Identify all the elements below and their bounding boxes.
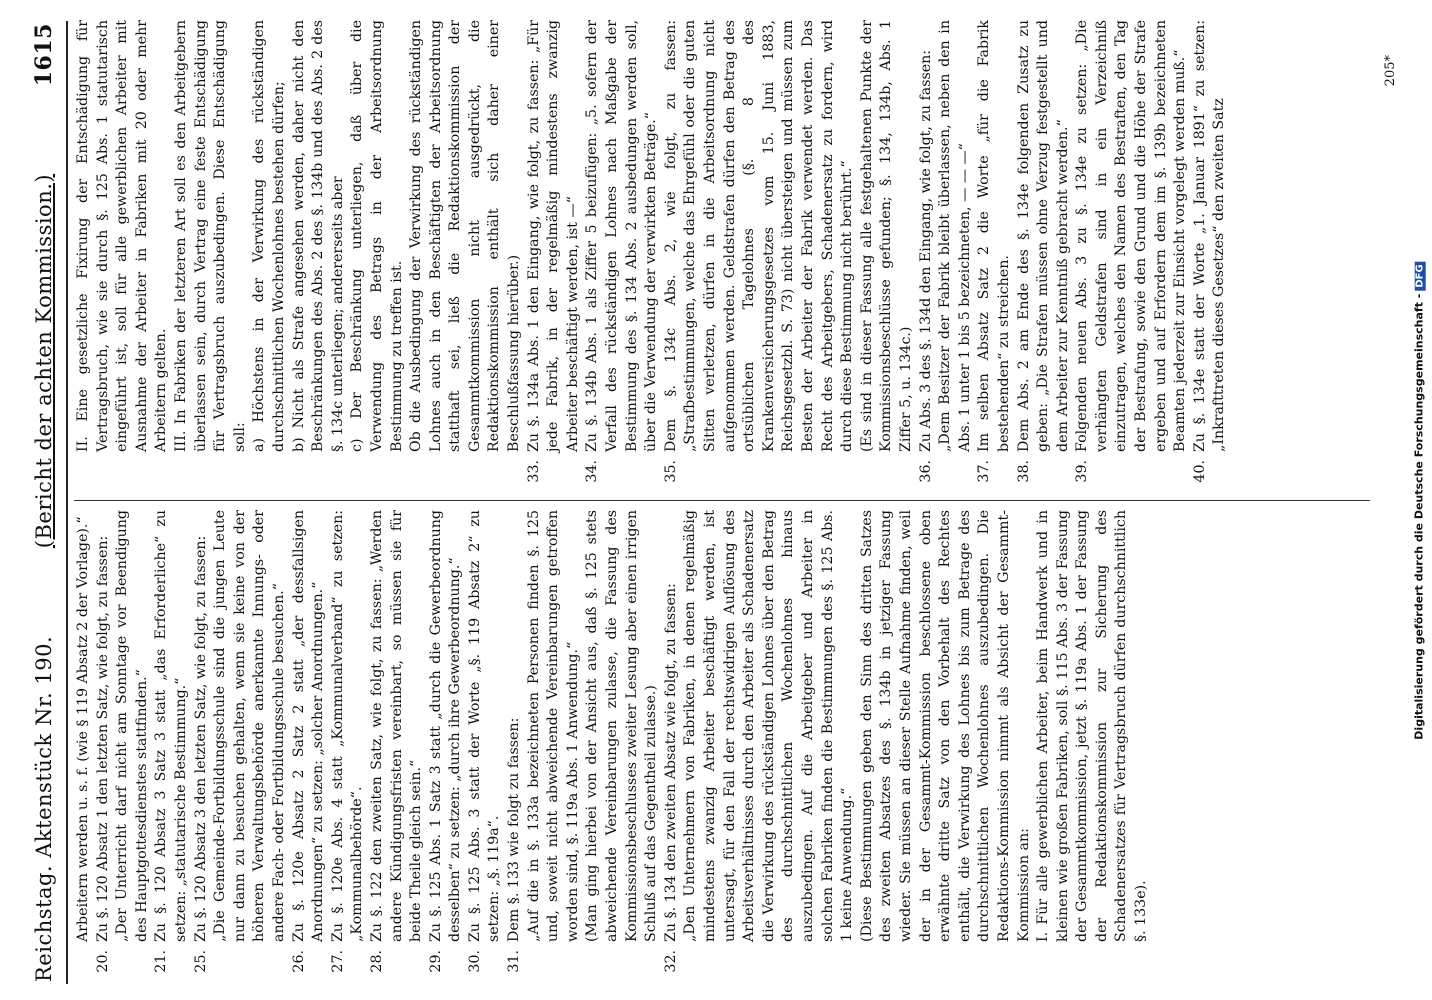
right-paragraph <box>858 20 917 490</box>
paragraph-text: Folgenden neuen Abs. 3 zu §. 134e zu setzen: „Die verhängten Geldstrafen sind in ein Verzeichniß einzutragen, welches den Namen des Bestraften, den Tag der Bestrafung, sowie den Grund und die Höhe der Strafe ergeben und auf Erfordern dem im §. 139b bezeichneten Beamten jederzeit zur Einsicht vorgelegt werden muß.“ <box>1074 20 1189 452</box>
right-paragraph <box>583 20 661 490</box>
paragraph-text: Zu §. 120 Absatz 3 Satz 3 statt „das Erforderliche“ zu setzen: „statutarische Bestimmung.“ <box>153 510 189 942</box>
paragraph-number: 21. <box>153 950 170 973</box>
paragraph-text: Zu §. 125 Abs. 1 Satz 3 statt „durch die Gewerbeordnung desselben“ zu setzen: „durch ihre Gewerbeordnung.“ <box>427 510 464 942</box>
paragraph-number: 38. <box>1015 460 1032 483</box>
paragraph-text: (Diese Bestimmungen geben den Sinn des dritten Satzes des zweiten Absatzes des §. 134b in jetziger Fassung wieder. Sie müssen an dieser Stelle Aufnahme finden, weil der in der Gesammt-Kommission beschlossene oben erwähnte dritte Satz von den Vorbehalt des Rechtes enthält, die Verwirkung des Lohnes bis zum Betrage des durchschnittlichen Wochenlohnes auszubedingen. Die Redaktions-Kommission nimmt als Absicht der Gesammt-Kommission an: <box>858 510 1032 942</box>
paragraph-text: Zu §. 134 den zweiten Absatz wie folgt, zu fassen: <box>662 583 679 942</box>
paragraph-text: Arbeitern werden u. s. f. (wie § 119 Absatz 2 der Vorlage).“ <box>75 516 91 942</box>
paragraph-text: „Die Gemeinde-Fortbildungsschule sind die jungen Leute nur dann zu besuchen gehalten, wenn sie keine von der höheren Verwaltungsbehörde anerkannte Innungs- oder andere Fach- oder Fortbildungsschule besuchen.“ <box>212 510 287 942</box>
left-paragraph <box>152 510 191 980</box>
paragraph-text: II. Eine gesetzliche Fixirung der Entschädigung für Vertragsbruch, wie sie durch §. 125 Abs. 1 statutarisch eingeführt ist, soll für alle gewerblichen Arbeiter mit Ausnahme der Arbeiter in Fabriken mit 20 oder mehr Arbeitern gelten. <box>75 20 170 452</box>
left-paragraph <box>113 510 152 980</box>
right-paragraph <box>348 20 407 490</box>
sidebar-credit <box>1413 261 1426 739</box>
right-paragraph <box>250 20 289 490</box>
paragraph-text: „Dem Besitzer der Fabrik bleibt überlassen, neben den in Abs. 1 unter 1 bis 5 bezeichneten, — — —“ <box>937 20 973 452</box>
paragraph-text: Zu Abs. 3 des §. 134d den Eingang, wie folgt, zu fassen: <box>917 49 934 452</box>
left-paragraph <box>368 510 427 980</box>
paragraph-number: 26. <box>290 950 307 973</box>
page-header <box>24 23 64 982</box>
paragraph-number: 37. <box>976 460 993 483</box>
right-paragraph <box>975 20 1014 490</box>
paragraph-number: 39. <box>1074 460 1091 483</box>
paragraph-text: Zu §. 134a Abs. 1 den Eingang, wie folgt, zu fassen: „Für jede Fabrik, in der regelmäßig mindestens zwanzig Arbeiter beschäftigt werden, ist —“ <box>525 20 581 452</box>
header-left: Reichstag. Aktenstück Nr. 190. <box>32 635 56 982</box>
paragraph-text: Zu §. 120e Abs. 4 statt „Kommunalverband“ zu setzen: „Kommunalbehörde“. <box>329 510 366 942</box>
paragraph-text: Zu §. 120 Absatz 3 den letzten Satz, wie folgt, zu fassen: <box>192 535 209 942</box>
paragraph-text: III. In Fabriken der letzteren Art soll es den Arbeitgebern überlassen sein, durch Vertrag eine feste Entschädigung für Vertragsbruch auszubedingen. Diese Entschädigung soll: <box>172 20 248 452</box>
rotated-document <box>20 15 1410 990</box>
right-column <box>74 20 1370 490</box>
paragraph-text: b) Nicht als Strafe angesehen werden, daher nicht den Beschränkungen des Abs. 2 des §. 134b und des Abs. 2 des §. 134c unterliegen; andererseits aber <box>290 20 346 452</box>
paragraph-text: (Es sind in dieser Fassung alle festgehaltenen Punkte der Kommissionsbeschlüsse gefunden; §. 134, 134b, Abs. 1 Ziffer 5, u. 134c.) <box>858 20 914 452</box>
paragraph-text: Dem §. 134c Abs. 2, wie folgt, zu fassen: „Strafbestimmungen, welche das Ehrgefühl oder die guten Sitten verletzen, dürfen in die Arbeitsordnung nicht aufgenommen werden. Geldstrafen dürfen den Betrag des ortsüblichen Tagelohnes (§. 8 des Krankenversicherungsgesetzes vom 15. Juni 1883, Reichsgesetzbl. S. 73) nicht übersteigen und müssen zum Besten der Arbeiter der Fabrik verwendet werden. Das Recht des Arbeitgebers, Schadenersatz zu fordern, wird durch diese Bestimmung nicht berührt.“ <box>662 20 856 452</box>
paragraph-text: I. Für alle gewerblichen Arbeiter, beim Handwerk und in kleinen wie großen Fabriken, soll §. 115 Abs. 3 der Fassung der Gesammtkommission, jetzt §. 119a Abs. 1 der Fassung der Redaktionskommission zur Sicherung des Schadenersatzes für Vertragsbruch dürfen durchschnittlich §. 133e). <box>1035 510 1150 942</box>
left-paragraph <box>329 510 368 980</box>
right-paragraph <box>936 20 975 490</box>
paragraph-number: 28. <box>368 950 385 973</box>
right-paragraph <box>74 20 172 490</box>
left-paragraph <box>1034 510 1152 980</box>
header-center: (Bericht der achten Kommission.) <box>32 173 56 549</box>
left-paragraph <box>583 510 661 980</box>
right-paragraph <box>525 20 584 490</box>
sidebar-credit-text: Digitalisierung gefördert durch die Deutsche Forschungsgemeinschaft - <box>1412 293 1426 740</box>
page-number: 1615 <box>31 23 57 87</box>
left-paragraph <box>681 510 857 980</box>
paragraph-number: 33. <box>525 460 542 483</box>
left-paragraph <box>505 510 525 980</box>
paragraph-number: 35. <box>662 460 679 483</box>
paragraph-number: 20. <box>94 950 111 973</box>
left-paragraph <box>94 510 114 980</box>
page-footer: 205* <box>1383 55 1398 87</box>
paragraph-text: Zu §. 134b Abs. 1 als Ziffer 5 beizufügen: „5. sofern der Verfall des rückständigen Lohnes nach Maßgabe der Bestimmung des §. 134 Abs. 2 ausbedungen werden soll, über die Verwendung der verwirkten Beträge.“ <box>584 20 660 452</box>
right-paragraph <box>662 20 858 490</box>
paragraph-text: Zu §. 120 Absatz 1 den letzten Satz, wie folgt, zu fassen: <box>94 535 111 942</box>
left-paragraph <box>466 510 505 980</box>
paragraph-number: 30. <box>466 950 483 973</box>
right-paragraph <box>290 20 349 490</box>
paragraph-text: Zu §. 125 Abs. 3 statt der Worte „§. 119 Absatz 2“ zu setzen: „§. 119a“. <box>466 510 503 942</box>
paragraph-text: c) Der Beschränkung unterliegen, daß über die Verwendung des Betrags in der Arbeitsordnung Bestimmung zu treffen ist. <box>349 20 405 452</box>
paragraph-number: 40. <box>1191 460 1208 483</box>
paragraph-number: 32. <box>662 950 679 973</box>
paragraph-number: 36. <box>917 460 934 483</box>
right-paragraph <box>917 20 937 490</box>
right-paragraph <box>1015 20 1074 490</box>
left-paragraph <box>525 510 584 980</box>
paragraph-text: Dem §. 133 wie folgt zu fassen: <box>506 717 523 942</box>
left-column <box>74 510 1370 980</box>
right-paragraph <box>1191 20 1230 490</box>
paragraph-text: Zu §. 120e Absatz 2 Satz 2 statt „der dessfallsigen Anordnungen“ zu setzen: „solcher Anordnungen.“ <box>290 510 327 942</box>
paragraph-text: a) Höchstens in der Verwirkung des rückständigen durchschnittlichen Wochenlohnes bestehen dürfen; <box>251 20 287 452</box>
paragraph-number: 31. <box>506 950 523 973</box>
paragraph-text: „Den Unternehmern von Fabriken, in denen regelmäßig mindestens zwanzig Arbeiter beschäftigt werden, ist untersagt, für den Fall der rechtswidrigen Auflösung des Arbeitsverhältnisses durch den Arbeiter als Schadenersatz die Verwirkung des rückständigen Lohnes über den Betrag des durchschnittlichen Wochenlohnes hinaus auszubedingen. Auf die Arbeitgeber und Arbeiter in solchen Fabriken finden die Bestimmungen des §. 125 Abs. 1 keine Anwendung.“ <box>682 510 856 942</box>
digitization-sidebar <box>1408 0 1430 1000</box>
left-paragraph <box>427 510 466 980</box>
paragraph-number: 27. <box>329 950 346 973</box>
paragraph-text: (Man ging hierbei von der Ansicht aus, daß §. 125 stets abweichende Vereinbarungen zulasse, die Fassung des Kommissionsbeschlusses zweiter Lesung aber einen irrigen Schluß auf das Gegentheil zulasse.) <box>584 510 660 942</box>
column-separator <box>74 500 1370 501</box>
left-paragraph <box>858 510 1034 980</box>
paragraph-number: 34. <box>584 460 601 483</box>
left-paragraph <box>74 510 94 980</box>
left-paragraph <box>211 510 289 980</box>
left-paragraph <box>290 510 329 980</box>
paragraph-text: Dem Abs. 2 am Ende des §. 134e folgenden Zusatz zu geben: „Die Strafen müssen ohne Verzug festgestellt und dem Arbeiter zur Kenntniß gebracht werden.“ <box>1015 20 1071 452</box>
paragraph-number: 29. <box>427 950 444 973</box>
dfg-logo: DFG <box>1415 261 1426 290</box>
header-rule <box>66 21 68 984</box>
paragraph-number: 25. <box>192 950 209 973</box>
right-paragraph <box>172 20 250 490</box>
paragraph-text: Im selben Absatz Satz 2 die Worte „für die Fabrik bestehenden“ zu streichen. <box>976 20 1012 452</box>
right-paragraph <box>407 20 525 490</box>
left-paragraph <box>192 510 212 980</box>
left-paragraph <box>662 510 682 980</box>
right-paragraph <box>1073 20 1191 490</box>
paragraph-text: „Auf die in §. 133a bezeichneten Personen finden §. 125 und, soweit nicht abweichende Vereinbarungen getroffen worden sind, §. 119a Abs. 1 Anwendung.“ <box>525 510 581 942</box>
paragraph-text: Zu §. 134e statt der Worte „1. Januar 1891“ zu setzen: „Inkrafttreten dieses Gesetzes“ den zweiten Satz <box>1191 20 1228 452</box>
paragraph-text: Zu §. 122 den zweiten Satz, wie folgt, zu fassen: „Werden andere Kündigungsfristen vereinbart, so müssen sie für beide Theile gleich sein.“ <box>368 510 425 942</box>
paragraph-text: Ob die Ausbedingung der Verwirkung des rückständigen Lohnes auch in den Beschäftigten der Arbeitsordnung statthaft sei, ließ die Redaktionskommission der Gesammtkommission nicht ausgedrückt, die Redaktionskommission enthält sich daher einer Beschlußfassung hierüber.) <box>408 20 523 452</box>
paragraph-text: „Der Unterricht darf nicht am Sonntage vor Beendigung des Hauptgottesdienstes stattfinden.“ <box>114 510 150 942</box>
